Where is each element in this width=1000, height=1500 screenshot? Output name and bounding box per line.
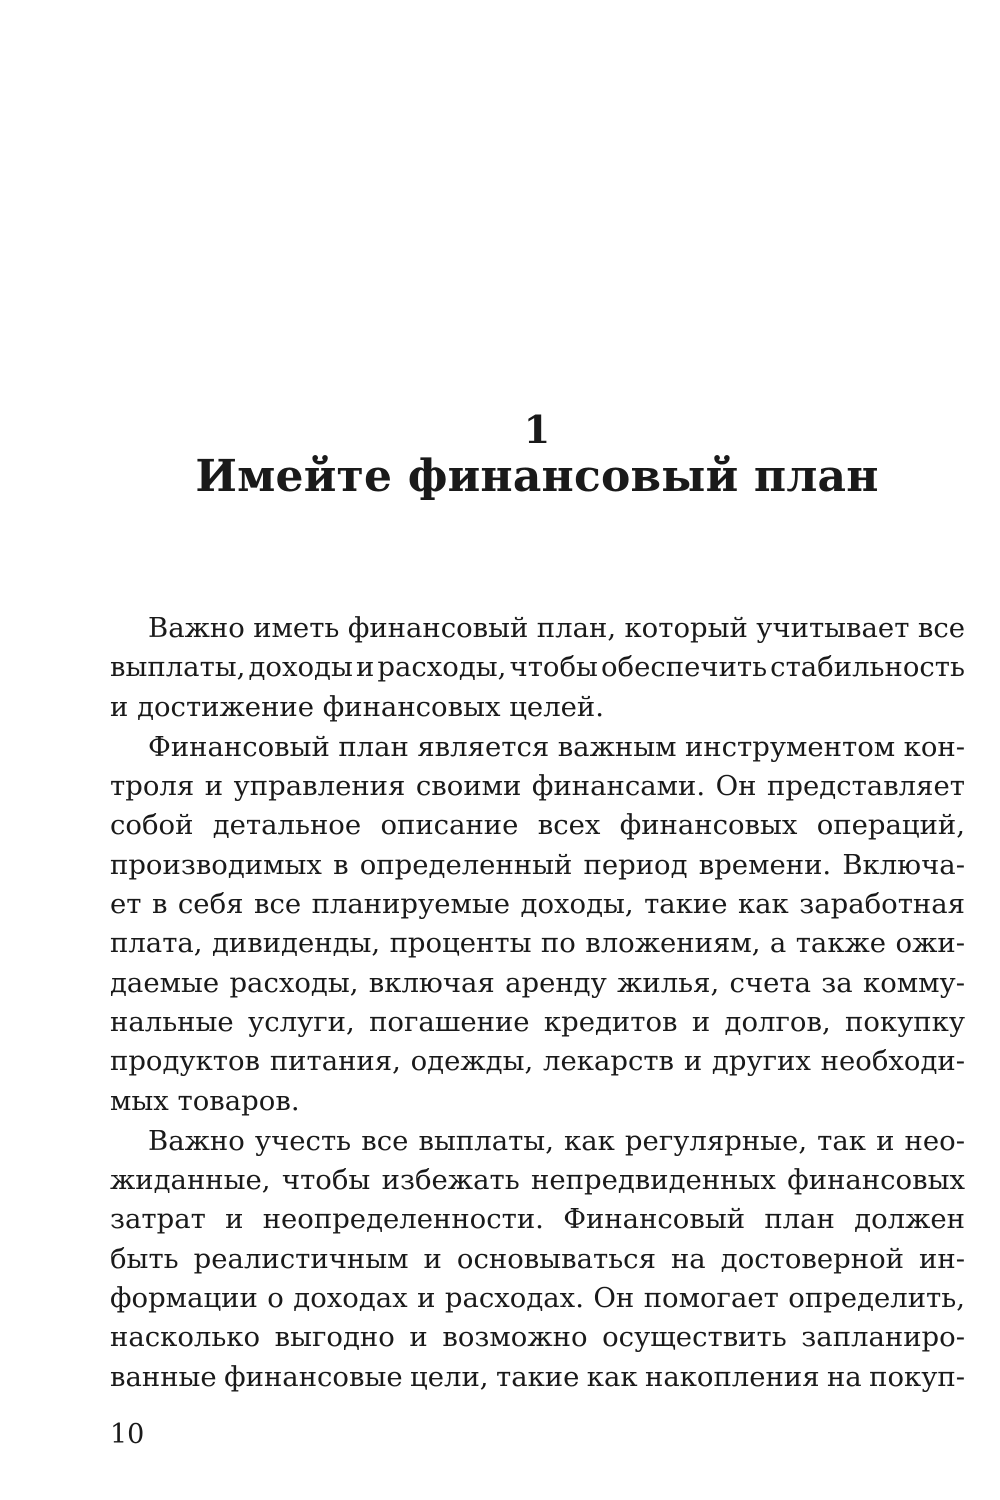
text-line: Важно учесть все выплаты, как регулярные, так и нео-: [148, 1124, 965, 1157]
text-line: ет в себя все планируемые доходы, такие как заработная: [110, 888, 965, 921]
page-number: 10: [110, 1419, 145, 1450]
text-line: затрат и неопределенности. Финансовый план должен: [110, 1203, 965, 1236]
body-text: [110, 609, 965, 1397]
text-line: Финансовый план является важным инструментом кон-: [148, 730, 965, 763]
chapter-title: Имейте финансовый план: [195, 451, 879, 502]
paragraph-2: [110, 728, 965, 1121]
text-line: жиданные, чтобы избежать непредвиденных финансовых: [110, 1164, 965, 1197]
paragraph-3: [110, 1122, 965, 1397]
text-line: выплаты, доходы и расходы, чтобы обеспечить стабильность: [110, 651, 965, 684]
text-line: нальные услуги, погашение кредитов и долгов, покупку: [110, 1005, 965, 1038]
text-line: собой детальное описание всех финансовых операций,: [110, 809, 965, 842]
text-line: насколько выгодно и возможно осуществить запланиро-: [110, 1321, 965, 1354]
text-line: быть реалистичным и основываться на достоверной ин-: [110, 1242, 965, 1275]
text-line: Важно иметь финансовый план, который учитывает все: [148, 612, 965, 644]
text-line: мых товаров.: [110, 1084, 300, 1117]
paragraph-1: [110, 609, 965, 727]
text-line: производимых в определенный период времени. Включа-: [110, 848, 965, 881]
text-line: троля и управления своими финансами. Он представляет: [110, 770, 965, 803]
text-line: и достижение финансовых целей.: [110, 690, 605, 723]
text-line: формации о доходах и расходах. Он помогает определить,: [110, 1282, 965, 1315]
text-line: даемые расходы, включая аренду жилья, счета за комму-: [110, 966, 965, 999]
text-line: ванные финансовые цели, такие как накопления на покуп-: [110, 1360, 965, 1393]
text-line: плата, дивиденды, проценты по вложениям, а также ожи-: [110, 927, 965, 960]
chapter-number: 1: [523, 407, 551, 452]
text-line: продуктов питания, одежды, лекарств и других необходи-: [110, 1045, 965, 1078]
